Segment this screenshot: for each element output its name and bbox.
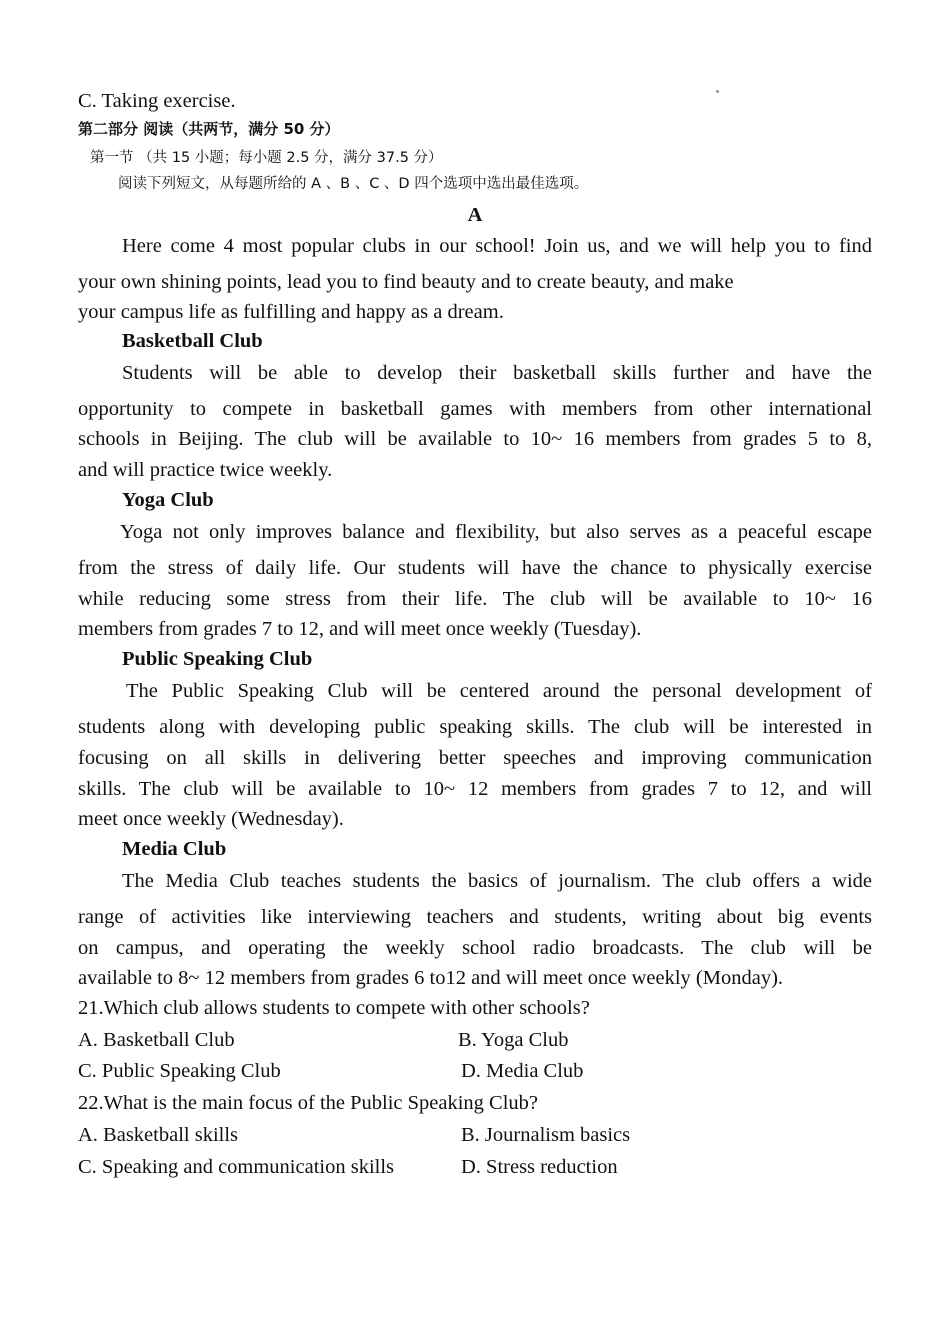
club-line: range of activities like interviewing teachers and students, writing about big events	[78, 906, 872, 928]
club-title-public-speaking: Public Speaking Club	[122, 648, 313, 670]
club-line: Students will be able to develop their basketball skills further and have the	[122, 362, 872, 384]
club-line: The Public Speaking Club will be centered around the personal development of	[126, 680, 872, 702]
club-line: available to 8~ 12 members from grades 6 to12 and will meet once weekly (Monday).	[78, 967, 784, 989]
question-22-option-a: A. Basketball skills	[78, 1124, 239, 1146]
club-line: focusing on all skills in delivering better speeches and improving communication	[78, 747, 872, 769]
question-22-option-c: C. Speaking and communication skills	[78, 1156, 395, 1178]
question-22-option-b: B. Journalism basics	[461, 1124, 631, 1146]
club-line: The Media Club teaches students the basics of journalism. The club offers a wide	[122, 870, 872, 892]
instruction: 阅读下列短文，从每题所给的 A 、B 、C 、D 四个选项中选出最佳选项。	[118, 176, 589, 192]
question-21-option-a: A. Basketball Club	[78, 1029, 235, 1051]
question-22-stem: 22.What is the main focus of the Public Speaking Club?	[78, 1092, 539, 1114]
club-line: schools in Beijing. The club will be available to 10~ 16 members from grades 5 to 8,	[78, 428, 872, 450]
question-21-option-b: B. Yoga Club	[458, 1029, 569, 1051]
question-21-option-d: D. Media Club	[461, 1060, 584, 1082]
question-22-option-d: D. Stress reduction	[461, 1156, 618, 1178]
club-line: opportunity to compete in basketball games with members from other international	[78, 398, 872, 420]
part-heading: 第二部分 阅读（共两节，满分 50 分）	[78, 120, 340, 138]
previous-option-c: C. Taking exercise.	[78, 90, 236, 112]
intro-line: your campus life as fulfilling and happy as a dream.	[78, 301, 504, 323]
club-line: from the stress of daily life. Our students will have the chance to physically exercise	[78, 557, 872, 579]
club-title-media: Media Club	[122, 838, 227, 860]
club-line: while reducing some stress from their life. The club will be available to 10~ 16	[78, 588, 872, 610]
club-line: meet once weekly (Wednesday).	[78, 808, 344, 830]
club-line: Yoga not only improves balance and flexibility, but also serves as a peaceful escape	[120, 521, 872, 543]
club-line: on campus, and operating the weekly school radio broadcasts. The club will be	[78, 937, 872, 959]
question-21-stem: 21.Which club allows students to compete with other schools?	[78, 997, 590, 1019]
club-title-yoga: Yoga Club	[122, 489, 214, 511]
passage-label: A	[467, 204, 483, 226]
club-line: students along with developing public speaking skills. The club will be interested in	[78, 716, 872, 738]
club-line: skills. The club will be available to 10~ 12 members from grades 7 to 12, and will	[78, 778, 872, 800]
club-title-basketball: Basketball Club	[122, 330, 263, 352]
question-21-option-c: C. Public Speaking Club	[78, 1060, 281, 1082]
club-line: and will practice twice weekly.	[78, 459, 333, 481]
section-heading: 第一节 （共 15 小题；每小题 2.5 分，满分 37.5 分）	[90, 150, 443, 166]
intro-line: Here come 4 most popular clubs in our school! Join us, and we will help you to find	[122, 235, 872, 257]
club-line: members from grades 7 to 12, and will meet once weekly (Tuesday).	[78, 618, 642, 640]
intro-line: your own shining points, lead you to find beauty and to create beauty, and make	[78, 271, 734, 293]
